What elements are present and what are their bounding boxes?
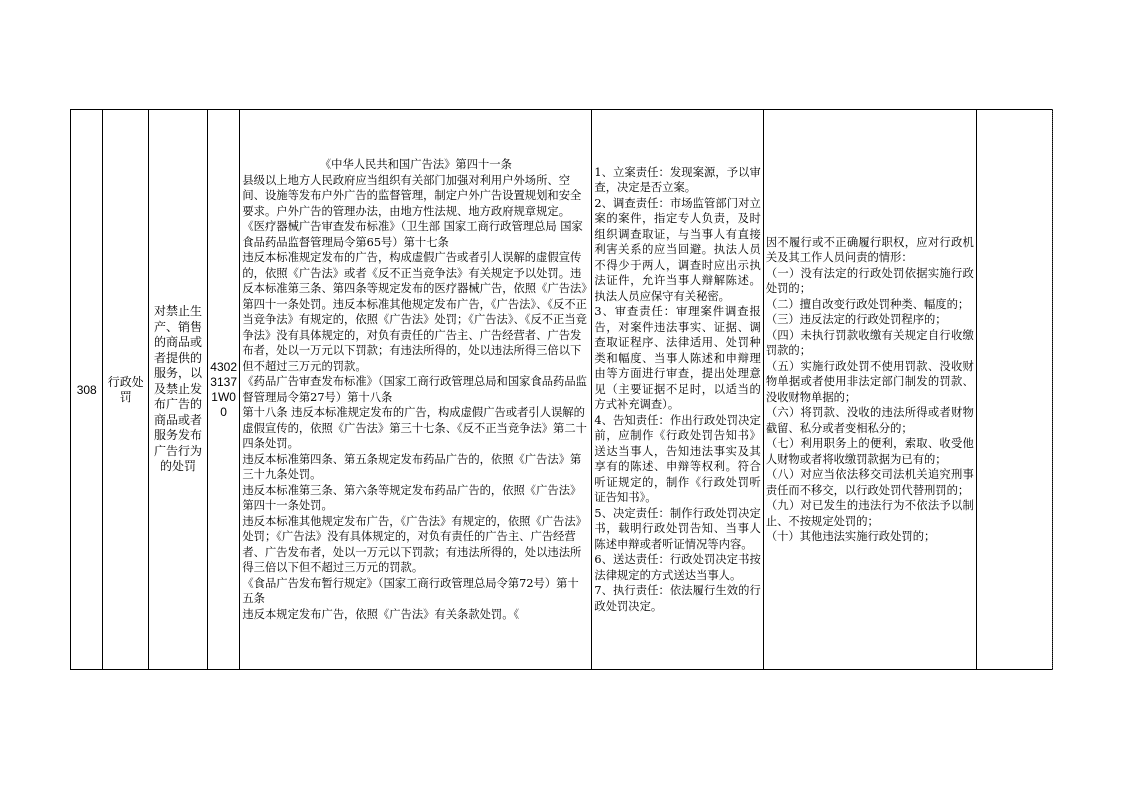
responsibility-list: [594, 165, 760, 615]
legal-basis-paragraph: 违反本标准其他规定发布广告，《广告法》有规定的，依照《广告法》处罚；《广告法》没有具体规定的，对负有责任的广告主、广告经营者、广告发布者，处以一万元以下罚款；有违法所得的，处以违法所得三倍以下但不超过三万元的罚款。: [242, 514, 587, 574]
responsibility-item: 1、立案责任：发现案源，予以审查，决定是否立案。: [594, 165, 761, 195]
seq-cell: 308: [71, 110, 103, 670]
responsibility-item: 7、执行责任：依法履行生效的行政处罚决定。: [594, 584, 761, 613]
accountability-item: （七）利用职务上的便利，索取、收受他人财物或者将收缴罚款据为已有的；: [765, 437, 974, 466]
legal-basis-paragraph: 《医疗器械广告审查发布标准》（卫生部 国家工商行政管理总局 国家食品药品监督管理局令第65号）第十七条: [242, 220, 583, 249]
responsibility-item: 4、告知责任：作出行政处罚决定前，应制作《行政处罚告知书》送达当事人，告知违法事实及其享有的陈述、申辩等权利。符合听证规定的，制作《行政处罚听证告知书》。: [594, 413, 761, 505]
note-cell: [976, 110, 1052, 670]
accountability-item: （四）未执行罚款收缴有关规定自行收缴罚款的；: [765, 328, 974, 357]
category-cell: 行政处罚: [103, 110, 149, 670]
legal-basis-paragraph: 违反本标准第三条、第六条等规定发布药品广告的，依照《广告法》第四十一条处罚。: [242, 483, 582, 512]
legal-basis-paragraph: 违反本标准第四条、第五条规定发布药品广告的，依照《广告法》第三十九条处罚。: [242, 452, 582, 481]
accountability-item: （五）实施行政处罚不使用罚款、没收财物单据或者使用非法定部门制发的罚款、没收财物单据的；: [765, 359, 974, 404]
accountability-item: （三）违反法定的行政处罚程序的；: [765, 313, 947, 326]
accountability-item: （二）擅自改变行政处罚种类、幅度的；: [765, 297, 970, 311]
responsibility-item: 3、审查责任：审理案件调查报告，对案件违法事实、证据、调查取证程序、法律适用、处罚种类和幅度、当事人陈述和申辩理由等方面进行审查，提出处理意见（主要证据不足时，以适当的方式补充调查）。: [594, 305, 761, 412]
code-cell: 43023137 1W00: [207, 110, 239, 670]
responsibility-item: 2、调查责任：市场监管部门对立案的案件，指定专人负责，及时组织调查取证，与当事人有直接利害关系的应当回避。执法人员不得少于两人，调查时应出示执法证件，允许当事人辩解陈述。执法人员应保守有关秘密。: [594, 196, 761, 303]
responsibility-item: 6、送达责任：行政处罚决定书按法律规定的方式送达当事人。: [594, 553, 761, 582]
legal-basis-paragraph: 《药品广告审查发布标准》（国家工商行政管理总局和国家食品药品监督管理局令第27号）第十八条: [242, 375, 587, 404]
table-row: [71, 110, 1053, 670]
accountability-item: （六）将罚款、没收的违法所得或者财物截留、私分或者变相私分的；: [765, 406, 974, 435]
legal-basis-cell: [240, 110, 592, 670]
item-name-cell: 对禁止生产、销售的商品或者提供的服务，以及禁止发布广告的商品或者服务发布广告行为的处罚: [149, 110, 208, 670]
accountability-item: （十）其他违法实施行政处罚的；: [765, 530, 936, 543]
legal-basis-paragraph: 《中华人民共和国广告法》第四十一条: [319, 158, 512, 171]
accountability-item: 因不履行或不正确履行职权，应对行政机关及其工作人员问责的情形：: [765, 235, 974, 264]
legal-basis-list: [242, 157, 589, 622]
accountability-item: （八）对应当依法移交司法机关追究刑事责任而不移交，以行政处罚代替刑罚的；: [765, 468, 974, 497]
accountability-cell: [763, 110, 976, 670]
legal-basis-paragraph: 违反本标准规定发布的广告，构成虚假广告或者引人误解的虚假宣传的，依照《广告法》或者《反不正当竞争法》有关规定予以处罚。违反本标准第三条、第四条等规定发布的医疗器械广告，依照《广告法》第四十一条处罚。违反本标准其他规定发布广告，《广告法》、《反不正当竞争法》有规定的，依照《广告法》处罚；《广告法》、《反不正当竞争法》没有具体规定的，对负有责任的广告主、广告经营者、广告发布者，处以一万元以下罚款；有违法所得的，处以违法所得三倍以下但不超过三万元的罚款。: [242, 251, 587, 373]
legal-basis-paragraph: 第十八条 违反本标准规定发布的广告，构成虚假广告或者引人误解的虚假宣传的，依照《广告法》第三十七条、《反不正当竞争法》第二十四条处罚。: [242, 406, 587, 450]
accountability-item: （一）没有法定的行政处罚依据实施行政处罚的；: [765, 266, 974, 295]
accountability-list: [766, 235, 974, 545]
page-edge-line: [1052, 109, 1053, 670]
legal-basis-paragraph: 县级以上地方人民政府应当组织有关部门加强对利用户外场所、空间、设施等发布户外广告的监督管理，制定户外广告设置规划和安全要求。户外广告的管理办法，由地方性法规、地方政府规章规定。: [242, 173, 582, 218]
responsibility-cell: [592, 110, 763, 670]
legal-basis-paragraph: 《食品广告发布暂行规定》（国家工商行政管理总局令第72号）第十五条: [242, 576, 579, 605]
responsibility-item: 5、决定责任：制作行政处罚决定书，载明行政处罚告知、当事人陈述申辩或者听证情况等内容。: [594, 506, 761, 551]
document-sheet: [70, 109, 1053, 670]
power-list-table: [70, 109, 1053, 670]
accountability-item: （九）对已发生的违法行为不依法予以制止、不按规定处罚的；: [765, 499, 974, 528]
legal-basis-paragraph: 违反本规定发布广告，依照《广告法》有关条款处罚。《: [242, 607, 520, 621]
